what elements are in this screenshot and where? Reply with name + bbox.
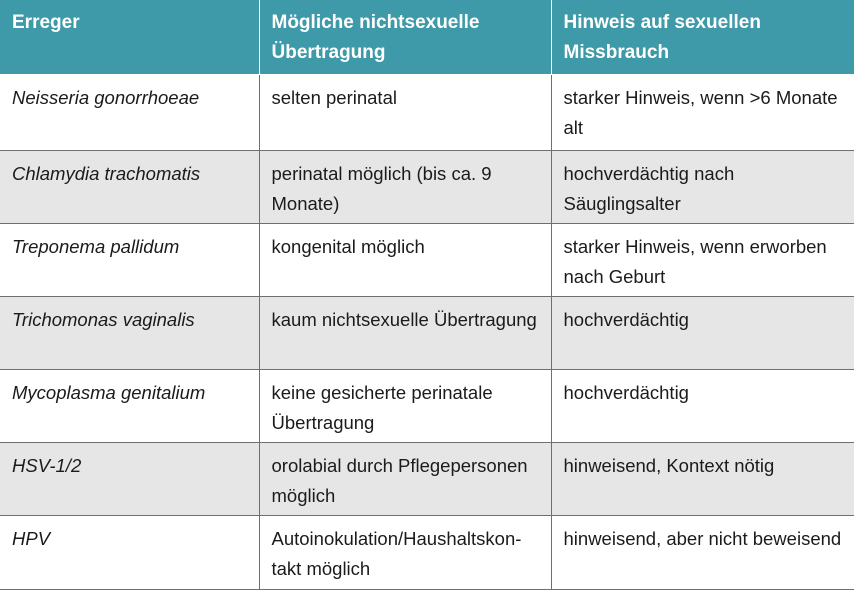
table-row: [0, 370, 854, 443]
table-body: [0, 75, 854, 590]
table-row: [0, 297, 854, 370]
transmission-cell: keine gesicherte perinatale Übertragung: [259, 370, 551, 443]
pathogen-cell: Chlamydia trachomatis: [0, 151, 259, 224]
table-row: [0, 516, 854, 590]
table-row: [0, 151, 854, 224]
transmission-cell: orolabial durch Pflegepersonen möglich: [259, 443, 551, 516]
pathogen-cell: HPV: [0, 516, 259, 590]
abuse-hint-cell: starker Hinweis, wenn >6 Monate alt: [551, 75, 854, 151]
abuse-hint-cell: starker Hinweis, wenn erworben nach Geburt: [551, 224, 854, 297]
pathogen-cell: Trichomonas vaginalis: [0, 297, 259, 370]
header-pathogen: Erreger: [0, 0, 259, 75]
table-row: [0, 443, 854, 516]
transmission-cell: kongenital möglich: [259, 224, 551, 297]
pathogen-cell: Neisseria gonorrhoeae: [0, 75, 259, 151]
pathogen-cell: HSV-1/2: [0, 443, 259, 516]
abuse-hint-cell: hochverdächtig: [551, 370, 854, 443]
abuse-hint-cell: hinweisend, aber nicht beweisend: [551, 516, 854, 590]
transmission-cell: Autoinokulation/Haushaltskontakt möglich: [259, 516, 551, 590]
table-header: [0, 0, 854, 75]
transmission-cell: selten perinatal: [259, 75, 551, 151]
abuse-hint-cell: hochverdächtig nach Säuglingsalter: [551, 151, 854, 224]
transmission-cell: kaum nichtsexuelle Übertragung: [259, 297, 551, 370]
header-row: [0, 0, 854, 75]
abuse-hint-cell: hinweisend, Kontext nötig: [551, 443, 854, 516]
table-row: [0, 224, 854, 297]
pathogen-cell: Treponema pallidum: [0, 224, 259, 297]
transmission-cell: perinatal möglich (bis ca. 9 Monate): [259, 151, 551, 224]
header-abuse-hint: Hinweis auf sexuellen Missbrauch: [551, 0, 854, 75]
header-nonsexual-transmission: Mögliche nichtsexuelle Übertragung: [259, 0, 551, 75]
pathogen-cell: Mycoplasma genitalium: [0, 370, 259, 443]
abuse-hint-cell: hochverdächtig: [551, 297, 854, 370]
table-row: [0, 75, 854, 151]
